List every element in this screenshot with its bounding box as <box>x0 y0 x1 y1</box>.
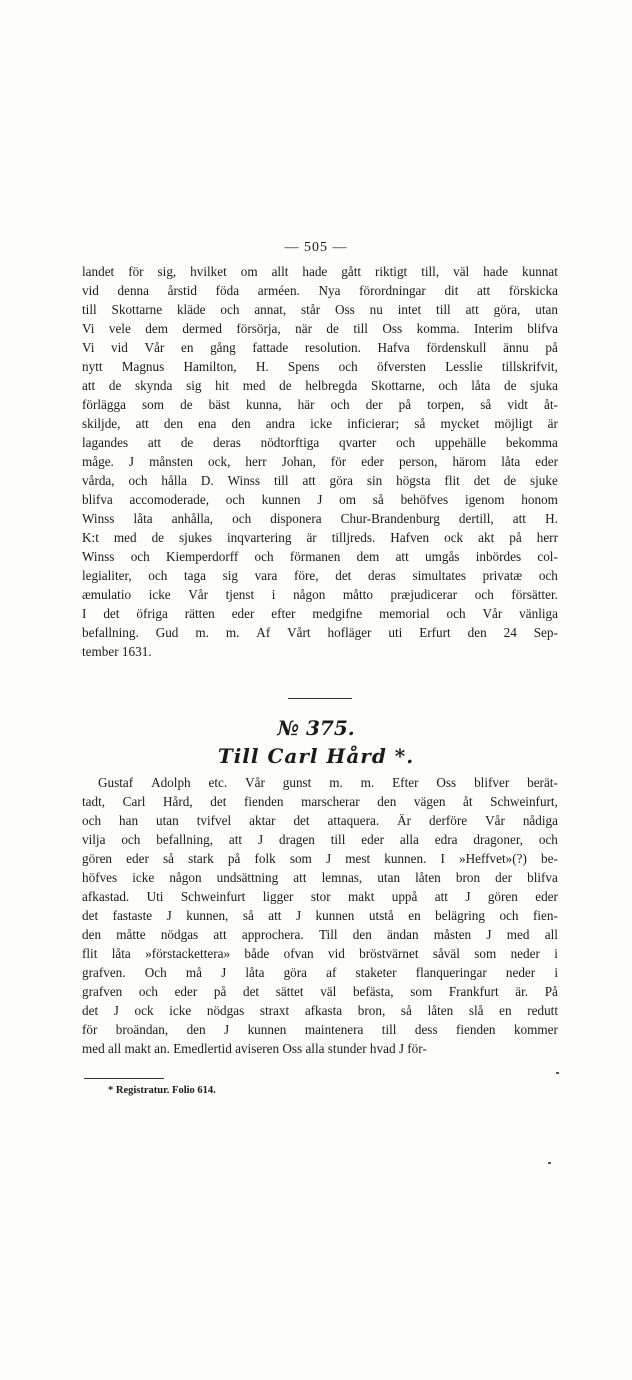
text-line: skiljde, att den ena den andra icke inficierar; så mycket möjligt är <box>82 416 558 431</box>
text-line: vid denna årstid föda arméen. Nya förordningar dit att förskicka <box>82 283 558 298</box>
letter-body <box>82 773 558 1058</box>
text-line: landet för sig, hvilket om allt hade gått riktigt till, väl hade kunnat <box>82 264 558 279</box>
text-line: vilja och befallning, att J dragen till eder alla edra dragoner, och <box>82 832 558 847</box>
text-line: I det öfriga rätten eder efter medgifne memorial och Vår vänliga <box>82 606 558 621</box>
text-line: gören eder så stark på folk som J mest kunnen. I »Heffvet»(?) be- <box>82 851 558 866</box>
document-title: Till Carl Hård *. <box>217 744 415 768</box>
text-line: tadt, Carl Hård, det fienden marscherar den vägen åt Schweinfurt, <box>82 794 558 809</box>
print-speck <box>548 1162 551 1164</box>
text-line: till Skottarne kläde och annat, står Oss nu intet till att göra, utan <box>82 302 558 317</box>
text-line: med all makt an. Emedlertid aviseren Oss alla stunder hvad J för- <box>82 1041 427 1056</box>
text-line: Winss och Kiemperdorff och förmanen dem att umgås inbördes col- <box>82 549 558 564</box>
footnote: * Registratur. Folio 614. <box>108 1085 216 1096</box>
text-line: det J ock icke nödgas straxt afkasta bron, så låten slå en redutt <box>82 1003 558 1018</box>
text-line: Winss låta anhålla, och disponera Chur-Brandenburg dertill, att H. <box>82 511 558 526</box>
text-line: grafven. Och må J låta göra af staketer flanqueringar neder i <box>82 965 558 980</box>
text-line: afkastad. Uti Schweinfurt ligger stor makt uppå att J gören eder <box>82 889 558 904</box>
text-line: förlägga som de bäst kunna, här och der på torpen, så vidt åt- <box>82 397 558 412</box>
text-line: lagandes att de deras nödtorftiga qvarter och uppehälle bekomma <box>82 435 558 450</box>
text-line: nytt Magnus Hamilton, H. Spens och öfversten Lesslie tillskrifvit, <box>82 359 558 374</box>
text-line: det fastaste J kunnen, så att J kunnen utstå en belägring och fien- <box>82 908 558 923</box>
text-line: och han utan tvifvel aktar det attaquera. Är derföre Vår nådiga <box>82 813 558 828</box>
document-number: № 375. <box>277 716 355 740</box>
section-divider <box>288 698 352 699</box>
text-line: befallning. Gud m. m. Af Vårt hofläger uti Erfurt den 24 Sep- <box>82 625 558 640</box>
print-speck <box>556 1072 559 1074</box>
text-line: legialiter, och taga sig vara före, det deras simultates privatæ och <box>82 568 558 583</box>
text-line: den måtte nödgas att approchera. Till den ändan måsten J med all <box>82 927 558 942</box>
text-line: måge. J månsten ock, herr Johan, för eder person, härom låta eder <box>82 454 558 469</box>
letter-body-continued <box>82 262 558 661</box>
page-number: — 505 — <box>284 240 348 255</box>
text-line: Vi vele dem dermed försörja, när de till Oss komma. Interim blifva <box>82 321 558 336</box>
text-line: K:t med de sjukes inqvartering är tilljreds. Hafven ock akt på herr <box>82 530 558 545</box>
text-line: att de skynda sig hit med de helbregda Skottarne, och låta de sjuka <box>82 378 558 393</box>
text-line: æmulatio icke Vår tjenst i någon måtto præjudicerar och försätter. <box>82 587 558 602</box>
text-line: vårda, och hålla D. Winss till att göra sin högsta flit det de sjuke <box>82 473 558 488</box>
text-line: tember 1631. <box>82 644 152 659</box>
text-line: Vi vid Vår en gång fattade resolution. Hafva fördenskull ännu på <box>82 340 558 355</box>
text-line: Gustaf Adolph etc. Vår gunst m. m. Efter Oss blifver berät- <box>98 775 558 790</box>
text-line: blifva accomoderade, och kunnen J om så behöfves igenom honom <box>82 492 558 507</box>
text-line: grafven och eder på det sättet väl befästa, som Frankfurt är. På <box>82 984 558 999</box>
text-line: höfves icke någon undsättning att lemnas, utan låten bron der blifva <box>82 870 558 885</box>
footnote-rule <box>84 1078 164 1079</box>
text-line: för broändan, den J kunnen maintenera till dess fienden kommer <box>82 1022 558 1037</box>
text-line: flit låta »förstackettera» både ofvan vid bröstvärnet såväl som neder i <box>82 946 558 961</box>
